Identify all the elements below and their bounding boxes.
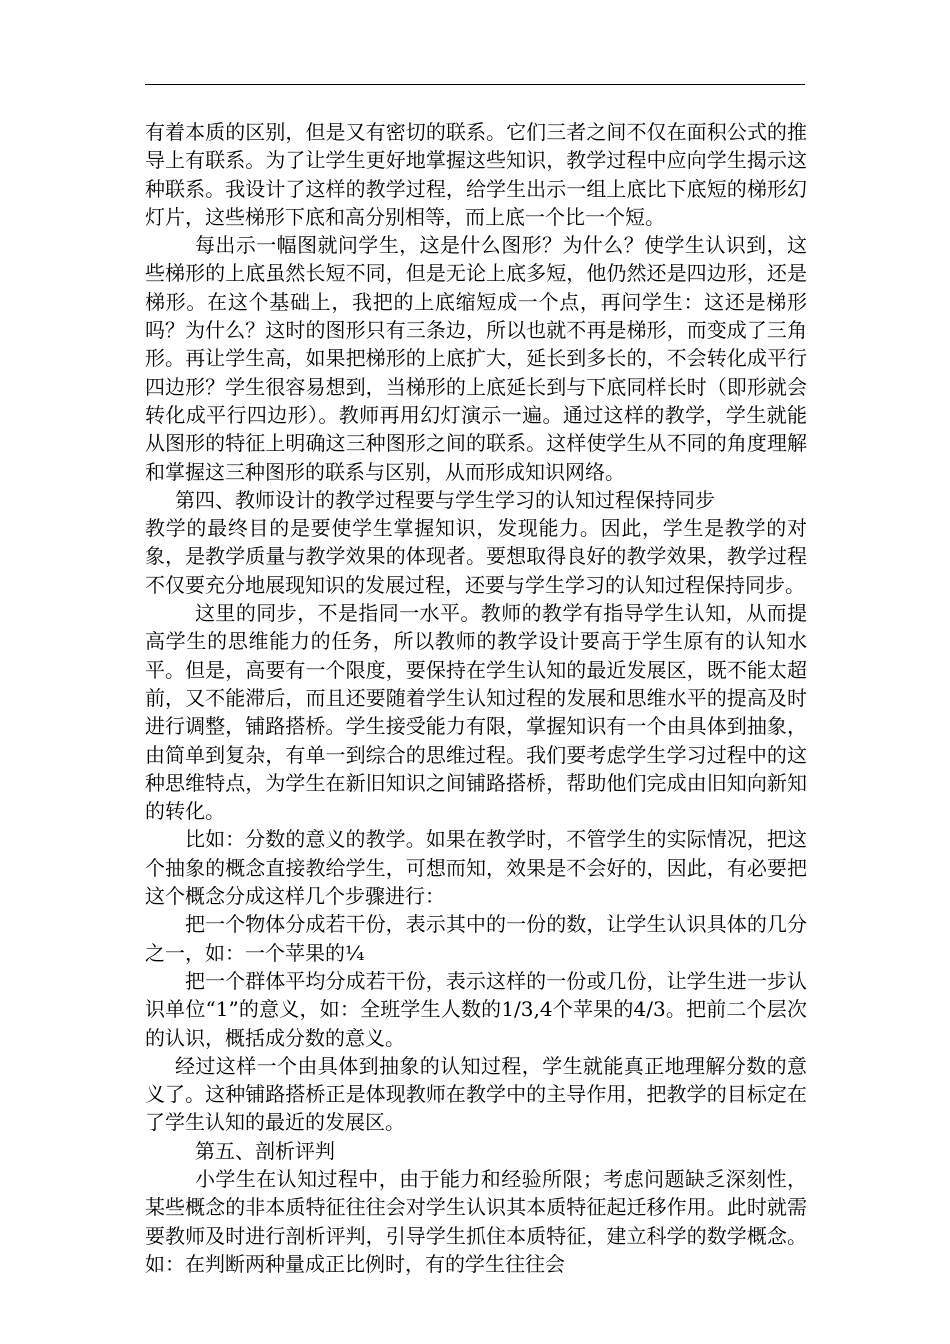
paragraph-step-one: 把一个物体分成若干份，表示其中的一份的数，让学生认识具体的几分之一，如：一个苹果的¼ <box>145 912 807 965</box>
paragraph-analysis: 小学生在认知过程中，由于能力和经验所限；考虑问题缺乏深刻性，某些概念的非本质特征往往会对学生认识其本质特征起迁移作用。此时就需要教师及时进行剖析评判，引导学生抓住本质特征，建立科学的数学概念。如：在判断两种量成正比例时，有的学生往往会 <box>145 1166 807 1276</box>
section-heading-four: 第四、教师设计的教学过程要与学生学习的认知过程保持同步 <box>175 487 715 512</box>
paragraph-intro: 有着本质的区别，但是又有密切的联系。它们三者之间不仅在面积公式的推导上有联系。为了让学生更好地掌握这些知识，教学过程中应向学生揭示这种联系。我设计了这样的教学过程，给学生出示一组上底比下底短的梯形幻灯片，这些梯形下底和高分别相等，而上底一个比一个短。 <box>145 120 807 229</box>
paragraph-step-two: 把一个群体平均分成若干份，表示这样的一份或几份，让学生进一步认识单位“1”的意义，如：全班学生人数的1/3,4个苹果的4/3。把前二个层次的认识，概括成分数的意义。 <box>145 968 807 1050</box>
paragraph-conclusion: 经过这样一个由具体到抽象的认知过程，学生就能真正地理解分数的意义了。这种铺路搭桥正是体现教师在教学中的主导作用，把教学的目标定在了学生认知的最近的发展区。 <box>145 1053 807 1135</box>
paragraph-trapezoid-demo: 每出示一幅图就问学生，这是什么图形？为什么？使学生认识到，这些梯形的上底虽然长短不同，但是无论上底多短，他仍然还是四边形，还是梯形。在这个基础上，我把的上底缩短成一个点，再问学生：这还是梯形吗？为什么？这时的图形只有三条边，所以也就不再是梯形，而变成了三角形。再让学生高，如果把梯形的上底扩大，延长到多长的，不会转化成平行四边形？学生很容易想到，当梯形的上底延长到与下底同样长时（即形就会转化成平行四边形）。教师再用幻灯演示一遍。通过这样的教学，学生就能从图形的特征上明确这三种图形之间的联系。这样使学生从不同的角度理解和掌握这三种图形的联系与区别，从而形成知识网络。 <box>145 233 807 484</box>
document-body <box>145 118 807 1278</box>
paragraph-teaching-goal: 教学的最终目的是要使学生掌握知识，发现能力。因此，学生是教学的对象，是教学质量与教学效果的体现者。要想取得良好的教学效果，教学过程不仅要充分地展现知识的发展过程，还要与学生学习的认知过程保持同步。 <box>145 516 807 597</box>
header-rule <box>145 84 805 85</box>
section-heading-five: 第五、剖析评判 <box>195 1138 335 1163</box>
paragraph-synchronization: 这里的同步，不是指同一水平。教师的教学有指导学生认知，从而提高学生的思维能力的任务，所以教师的教学设计要高于学生原有的认知水平。但是，高要有一个限度，要保持在学生认知的最近发展区，既不能太超前，又不能滞后，而且还要随着学生认知过程的发展和思维水平的提高及时进行调整，铺路搭桥。学生接受能力有限，掌握知识有一个由具体到抽象，由简单到复杂，有单一到综合的思维过程。我们要考虑学生学习过程中的这种思维特点，为学生在新旧知识之间铺路搭桥，帮助他们完成由旧知向新知的转化。 <box>145 601 807 824</box>
paragraph-fraction-example: 比如：分数的意义的教学。如果在教学时，不管学生的实际情况，把这个抽象的概念直接教给学生，可想而知，效果是不会好的，因此，有必要把这个概念分成这样几个步骤进行： <box>145 827 807 909</box>
